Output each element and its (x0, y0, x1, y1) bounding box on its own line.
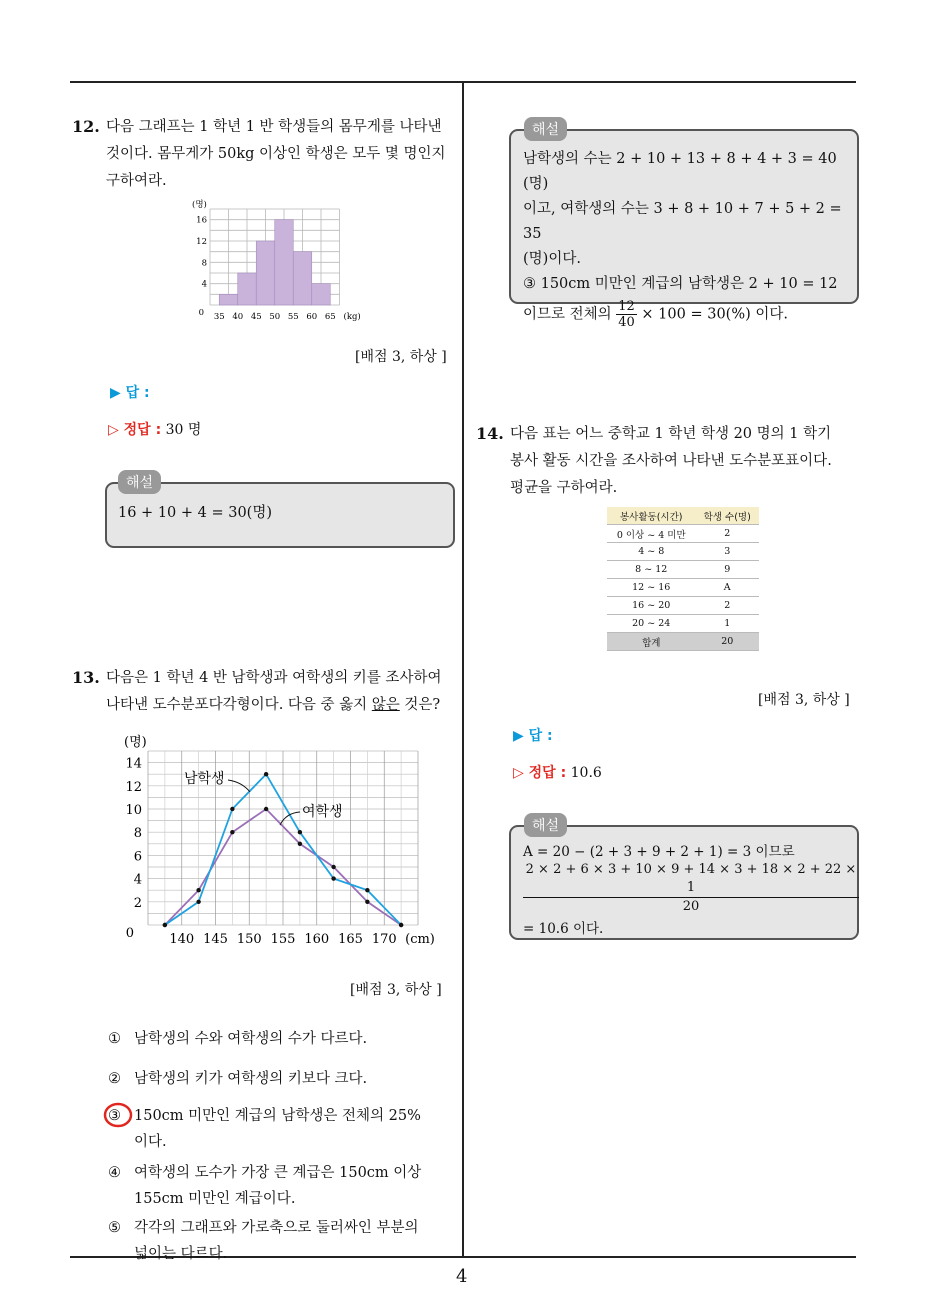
q13-choice-2[interactable] (108, 1066, 453, 1092)
table-row (607, 597, 759, 615)
choice-mark: ④ (108, 1165, 121, 1181)
q12-line3: 구하여라. (106, 173, 167, 189)
q14-line3: 평균을 구하여라. (510, 480, 618, 496)
table-header-students: 학생 수(명) (695, 507, 759, 525)
q14-number: 14. (476, 424, 504, 443)
table-cell-hours: 0 이상 ~ 4 미만 (607, 525, 695, 543)
choice-text: 150cm 미만인 계급의 남학생은 전체의 25% (134, 1108, 421, 1124)
y-tick-label: 2 (133, 895, 142, 911)
table-row-total (607, 633, 759, 651)
x-tick-label: 50 (269, 312, 281, 322)
q14-frequency-table (607, 507, 759, 651)
table-cell-hours: 4 ~ 8 (607, 543, 695, 561)
q13-explain-line4: ③ 150cm 미만인 계급의 남학생은 2 + 10 = 12 (523, 276, 838, 292)
q13-explain-fraction (616, 299, 637, 330)
data-point (163, 923, 167, 927)
q12-correct-value: 30 명 (165, 422, 202, 438)
data-point (298, 830, 302, 834)
choice-mark: ⑤ (108, 1220, 121, 1236)
table-cell-count: A (695, 579, 759, 597)
x-tick-label: 165 (338, 932, 363, 947)
histogram-bar (219, 294, 238, 305)
q14-explain-line3: = 10.6 이다. (523, 921, 604, 937)
x-tick-label: 35 (213, 312, 225, 322)
data-point (298, 842, 302, 846)
q14-score: [배점 3, 하상 ] (758, 692, 850, 708)
table-cell-hours: 8 ~ 12 (607, 561, 695, 579)
q12-line1: 다음 그래프는 1 학년 1 반 학생들의 몸무게를 나타낸 (106, 119, 442, 135)
y-tick-label: 12 (125, 779, 142, 795)
q14-explain-text (523, 843, 859, 938)
data-point (399, 923, 403, 927)
q14-correct-value: 10.6 (570, 765, 602, 781)
data-point (264, 807, 268, 811)
table-row (607, 525, 759, 543)
q13-text (106, 665, 461, 719)
y-tick-label: 4 (133, 872, 142, 888)
data-point (230, 807, 234, 811)
y-tick-label: 8 (201, 258, 207, 269)
histogram-bar (293, 252, 312, 305)
table-cell-count: 1 (695, 615, 759, 633)
q13-number: 13. (72, 668, 100, 687)
y-tick-label: 0 (198, 308, 204, 318)
choice-mark: ② (108, 1071, 121, 1087)
x-tick-label: 65 (324, 312, 336, 322)
q13-choice-1[interactable] (108, 1026, 453, 1052)
table-cell-count: 9 (695, 561, 759, 579)
data-point (331, 876, 335, 880)
x-tick-label: 155 (270, 932, 296, 947)
data-point (365, 888, 369, 892)
x-tick-label: 40 (232, 312, 244, 322)
q12-answer-label: ▶ 답 : (110, 385, 150, 401)
table-row (607, 579, 759, 597)
q13-choice-4[interactable] (108, 1160, 453, 1212)
q14-explain-denominator: 20 (682, 899, 700, 914)
choice-text: 여학생의 도수가 가장 큰 계급은 150cm 이상 (134, 1165, 422, 1181)
q13-line2 (106, 692, 461, 719)
q14-correct (513, 762, 602, 782)
choice-text-cont: 넓이는 다르다. (134, 1246, 228, 1262)
q12-score: [배점 3, 하상 ] (355, 349, 447, 365)
table-cell-count: 2 (695, 525, 759, 543)
y-axis-label: (명) (124, 735, 147, 750)
q14-correct-label: ▷ 정답 : (513, 765, 567, 781)
table-header-hours: 봉사활동(시간) (607, 507, 695, 525)
data-point (196, 900, 200, 904)
q12-correct-label: ▷ 정답 : (108, 422, 162, 438)
y-tick-label: 0 (125, 926, 134, 941)
x-tick-label: 60 (306, 312, 318, 322)
y-axis-label: (명) (192, 200, 207, 210)
q12-line2: 것이다. 몸무게가 50kg 이상인 학생은 모두 몇 명인지 (106, 146, 446, 162)
q13-line2-post: 것은? (399, 697, 441, 713)
table-cell-hours: 12 ~ 16 (607, 579, 695, 597)
table-row (607, 561, 759, 579)
q13-line2-underline: 않은 (371, 697, 400, 713)
q13-explain-line3: (명)이다. (523, 251, 581, 267)
choice-text-cont: 이다. (134, 1134, 167, 1150)
q14-explain-tag: 해설 (524, 813, 567, 837)
histogram-bar (312, 284, 331, 305)
x-tick-label: 170 (371, 932, 397, 947)
choice-text-cont: 155cm 미만인 계급이다. (134, 1191, 296, 1207)
q12-correct (108, 419, 201, 439)
histogram-bar (238, 273, 257, 305)
q13-explain-line5-post: × 100 = 30(%) 이다. (641, 306, 788, 323)
choice-text: 남학생의 수와 여학생의 수가 다르다. (134, 1031, 368, 1047)
q12-explain-tag: 해설 (118, 470, 161, 494)
histogram-bar (256, 241, 275, 305)
q13-explain-line1: 남학생의 수는 2 + 10 + 13 + 8 + 4 + 3 = 40 (명) (523, 151, 837, 192)
table-cell-hours: 20 ~ 24 (607, 615, 695, 633)
y-tick-label: 8 (133, 826, 142, 842)
q14-line2: 봉사 활동 시간을 조사하여 나타낸 도수분포표이다. (510, 453, 832, 469)
series-label-female: 여학생 (302, 804, 343, 820)
q13-line1: 다음은 1 학년 4 반 남학생과 여학생의 키를 조사하여 (106, 670, 442, 686)
q14-answer-label: ▶ 답 : (513, 728, 553, 744)
column-divider (462, 81, 464, 1257)
series-label-male: 남학생 (184, 771, 225, 787)
table-cell-count: 3 (695, 543, 759, 561)
table-cell-hours: 16 ~ 20 (607, 597, 695, 615)
y-tick-label: 16 (196, 215, 207, 226)
page-number: 4 (456, 1266, 468, 1287)
q12-explain-text: 16 + 10 + 4 = 30(명) (118, 505, 273, 521)
table-row (607, 615, 759, 633)
q12-number: 12. (72, 117, 100, 136)
y-tick-label: 12 (196, 237, 207, 247)
q13-explain-line2: 이고, 여학생의 수는 3 + 8 + 10 + 7 + 5 + 2 = 35 (523, 201, 842, 242)
q13-explain-tag: 해설 (524, 117, 567, 141)
data-point (365, 900, 369, 904)
q14-text (510, 421, 856, 502)
x-axis-label: (kg) (343, 312, 361, 322)
q14-explain-line1: A = 20 − (2 + 3 + 9 + 2 + 1) = 3 이므로 (523, 844, 795, 860)
q14-explain-numerator: 2 × 2 + 6 × 3 + 10 × 9 + 14 × 3 + 18 × 2 + 22 × 1 (523, 861, 859, 898)
fraction-numerator: 12 (618, 299, 635, 314)
q13-line2-pre: 나타낸 도수분포다각형이다. 다음 중 옳지 (106, 697, 372, 713)
x-tick-label: 160 (304, 932, 330, 947)
choice-text: 각각의 그래프와 가로축으로 둘러싸인 부분의 (134, 1220, 419, 1236)
q13-choice-5[interactable] (108, 1215, 453, 1267)
x-tick-label: 150 (236, 932, 262, 947)
x-tick-label: 145 (203, 932, 228, 947)
data-point (331, 865, 335, 869)
x-axis-label: (cm) (405, 932, 435, 947)
table-row (607, 543, 759, 561)
q13-choice-3[interactable] (108, 1103, 453, 1155)
answer-circle-mark (102, 1101, 134, 1129)
x-tick-label: 55 (287, 312, 299, 322)
table-total-value: 20 (695, 633, 759, 651)
y-tick-label: 10 (125, 803, 142, 818)
y-tick-label: 6 (133, 849, 142, 865)
table-cell-count: 2 (695, 597, 759, 615)
q14-explain-fraction (523, 861, 859, 916)
histogram-bar (275, 220, 294, 305)
y-tick-label: 14 (125, 756, 142, 772)
q13-explain-text (523, 147, 853, 330)
q13-explain-line5-pre: 이므로 전체의 (523, 306, 612, 323)
fraction-denominator: 40 (618, 315, 635, 330)
choice-mark: ③ (108, 1108, 121, 1124)
q13-score: [배점 3, 하상 ] (350, 982, 442, 998)
data-point (230, 830, 234, 834)
weight-histogram (180, 195, 380, 325)
height-frequency-polygon (110, 730, 450, 955)
data-point (264, 772, 268, 776)
choice-mark: ① (108, 1031, 121, 1047)
x-tick-label: 45 (250, 312, 262, 322)
y-tick-label: 4 (201, 279, 207, 290)
x-tick-label: 140 (169, 932, 195, 947)
data-point (196, 888, 200, 892)
q14-line1: 다음 표는 어느 중학교 1 학년 학생 20 명의 1 학기 (510, 426, 832, 442)
choice-text: 남학생의 키가 여학생의 키보다 크다. (134, 1071, 368, 1087)
table-total-label: 합계 (607, 633, 695, 651)
q12-text (106, 114, 458, 195)
q13-explain-line5 (523, 299, 853, 330)
